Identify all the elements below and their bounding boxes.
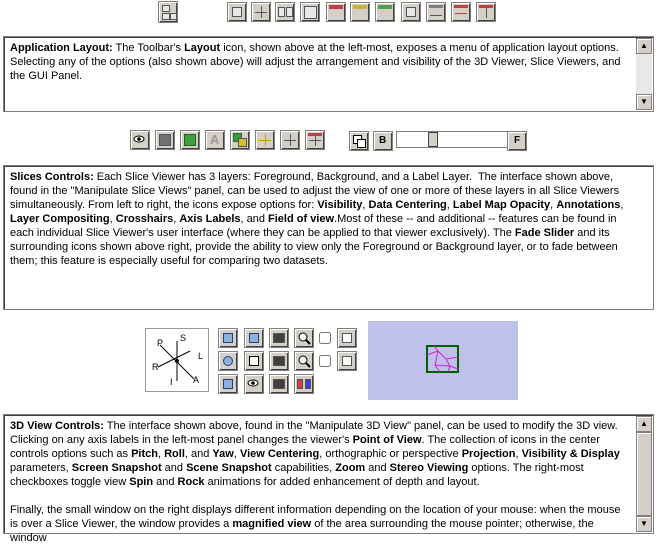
scene-snapshot-icon[interactable] [269,351,289,371]
app-layout-description: Application Layout: The Toolbar's Layout icon, shown above at the left-most, exposes a menu of application layout options. Selecting any of the options (also shown above) will adjust the arrangement and visibility of the 3D Viewer, Slice Viewers, and the GUI Panel. [10,42,624,82]
rock-icon [337,351,357,371]
magnified-view-window [368,321,518,400]
app-layout-heading: Application Layout: [10,42,113,54]
field-of-view-icon[interactable] [305,130,325,150]
axis-label-s[interactable]: S [180,333,187,343]
fade-end-button[interactable]: F [507,131,527,151]
scrollbar[interactable] [636,38,652,110]
green-slice-layout-icon[interactable] [375,2,395,22]
projection-icon[interactable] [244,351,264,371]
axis-label-r[interactable]: R [152,362,159,372]
axis-label-a[interactable]: A [193,375,200,385]
tabbed-slice-layout-icon[interactable] [426,2,446,22]
scroll-down-button[interactable]: ▼ [636,94,652,110]
conventional-layout-icon[interactable] [227,2,247,22]
red-slice-layout-icon[interactable] [326,2,346,22]
foreground-only-button[interactable] [349,131,369,151]
slices-text-panel[interactable] [3,165,654,310]
zoom-in-icon[interactable] [294,328,314,348]
four-up-layout-icon[interactable] [251,2,271,22]
stereo-icon[interactable] [294,374,314,394]
annotations-icon[interactable]: A [205,130,225,150]
3d-only-layout-icon[interactable] [300,2,320,22]
view-center-icon[interactable] [218,374,238,394]
label-opacity-icon[interactable] [180,130,200,150]
visibility-display-icon[interactable] [244,374,264,394]
zoom-out-icon[interactable] [294,351,314,371]
view3d-heading: 3D View Controls: [10,420,104,432]
lightbox-layout-icon[interactable] [451,2,471,22]
scroll-up-button[interactable]: ▲ [636,416,652,432]
fade-slider[interactable] [396,131,510,148]
visibility-icon[interactable] [130,130,150,150]
point-of-view-panel [145,328,209,392]
screen-snapshot-icon[interactable] [269,328,289,348]
scroll-down-button[interactable]: ▼ [636,516,652,532]
spin-checkbox[interactable] [319,332,331,344]
axis-label-p[interactable]: P [157,338,164,348]
app-layout-text-panel[interactable] [3,36,654,112]
yellow-slice-layout-icon[interactable] [350,2,370,22]
compare-layout-icon[interactable] [476,2,496,22]
roll-icon[interactable] [244,328,264,348]
axis-label-l[interactable]: L [198,351,204,361]
view3d-description: 3D View Controls: The interface shown above, found in the "Manipulate 3D View" panel, can be used to modify the 3D view. Clicking on any axis labels in the left-most panel changes the viewer's Point of View. The collection of icons in the center controls options such as Pitch, Roll, and Yaw, View Centering, orthographic or perspective Projection, Visibility & Display parameters, Screen Snapshot and Scene Snapshot capabilities, Zoom and Stereo Viewing options. The right-most checkboxes toggle view Spin and Rock animations for added enhancement of depth and layout. Finally, the small window on the right displays different information depending on the location of your mouse: when the mouse is over a Slice Viewer, the window provides a magnified view of the area surrounding the mouse pointer; otherwise, the window [10,420,623,544]
yaw-icon[interactable] [218,351,238,371]
scroll-up-button[interactable]: ▲ [636,38,652,54]
axis-label-i[interactable]: I [170,377,173,387]
crosshairs-icon[interactable] [255,130,275,150]
background-only-button[interactable]: B [373,131,393,151]
tabbed-3d-layout-icon[interactable] [401,2,421,22]
fade-slider-handle[interactable] [428,132,438,147]
magnified-view-image [368,321,518,400]
axis-labels-icon[interactable] [280,130,300,150]
spin-icon [337,328,357,348]
pitch-icon[interactable] [218,328,238,348]
slices-heading: Slices Controls: [10,171,94,183]
rock-checkbox[interactable] [319,355,331,367]
layout-menu-icon[interactable] [158,1,178,23]
data-centering-icon[interactable] [155,130,175,150]
dual-3d-layout-icon[interactable] [275,2,295,22]
scroll-thumb[interactable] [636,432,652,516]
view3d-text-panel[interactable] [3,414,654,544]
snapshot-manager-icon[interactable] [269,374,289,394]
scrollbar[interactable] [636,416,652,532]
compositing-icon[interactable] [230,130,250,150]
slices-description: Slices Controls: Each Slice Viewer has 3 layers: Foreground, Background, and a Label Layer. The interface shown above, found in the "Manipulate Slice Views" panel, can be used to adjust the view of one or more of these layers in all Slice Viewers simultaneously. From left to right, the icons expose options for: Visibility, Data Centering, Label Map Opacity, Annotations, Layer Compositing, Crosshairs, Axis Labels, and Field of view.Most of these -- and additional -- features can be found in each individual Slice Viewer's user interface (where they can be applied to that viewer exclusively). The Fade Slider and its surrounding icons shown above right, provide the ability to view only the Foreground or Background layer, or to fade between them; this feature is especially useful for comparing two datasets. [10,171,627,267]
